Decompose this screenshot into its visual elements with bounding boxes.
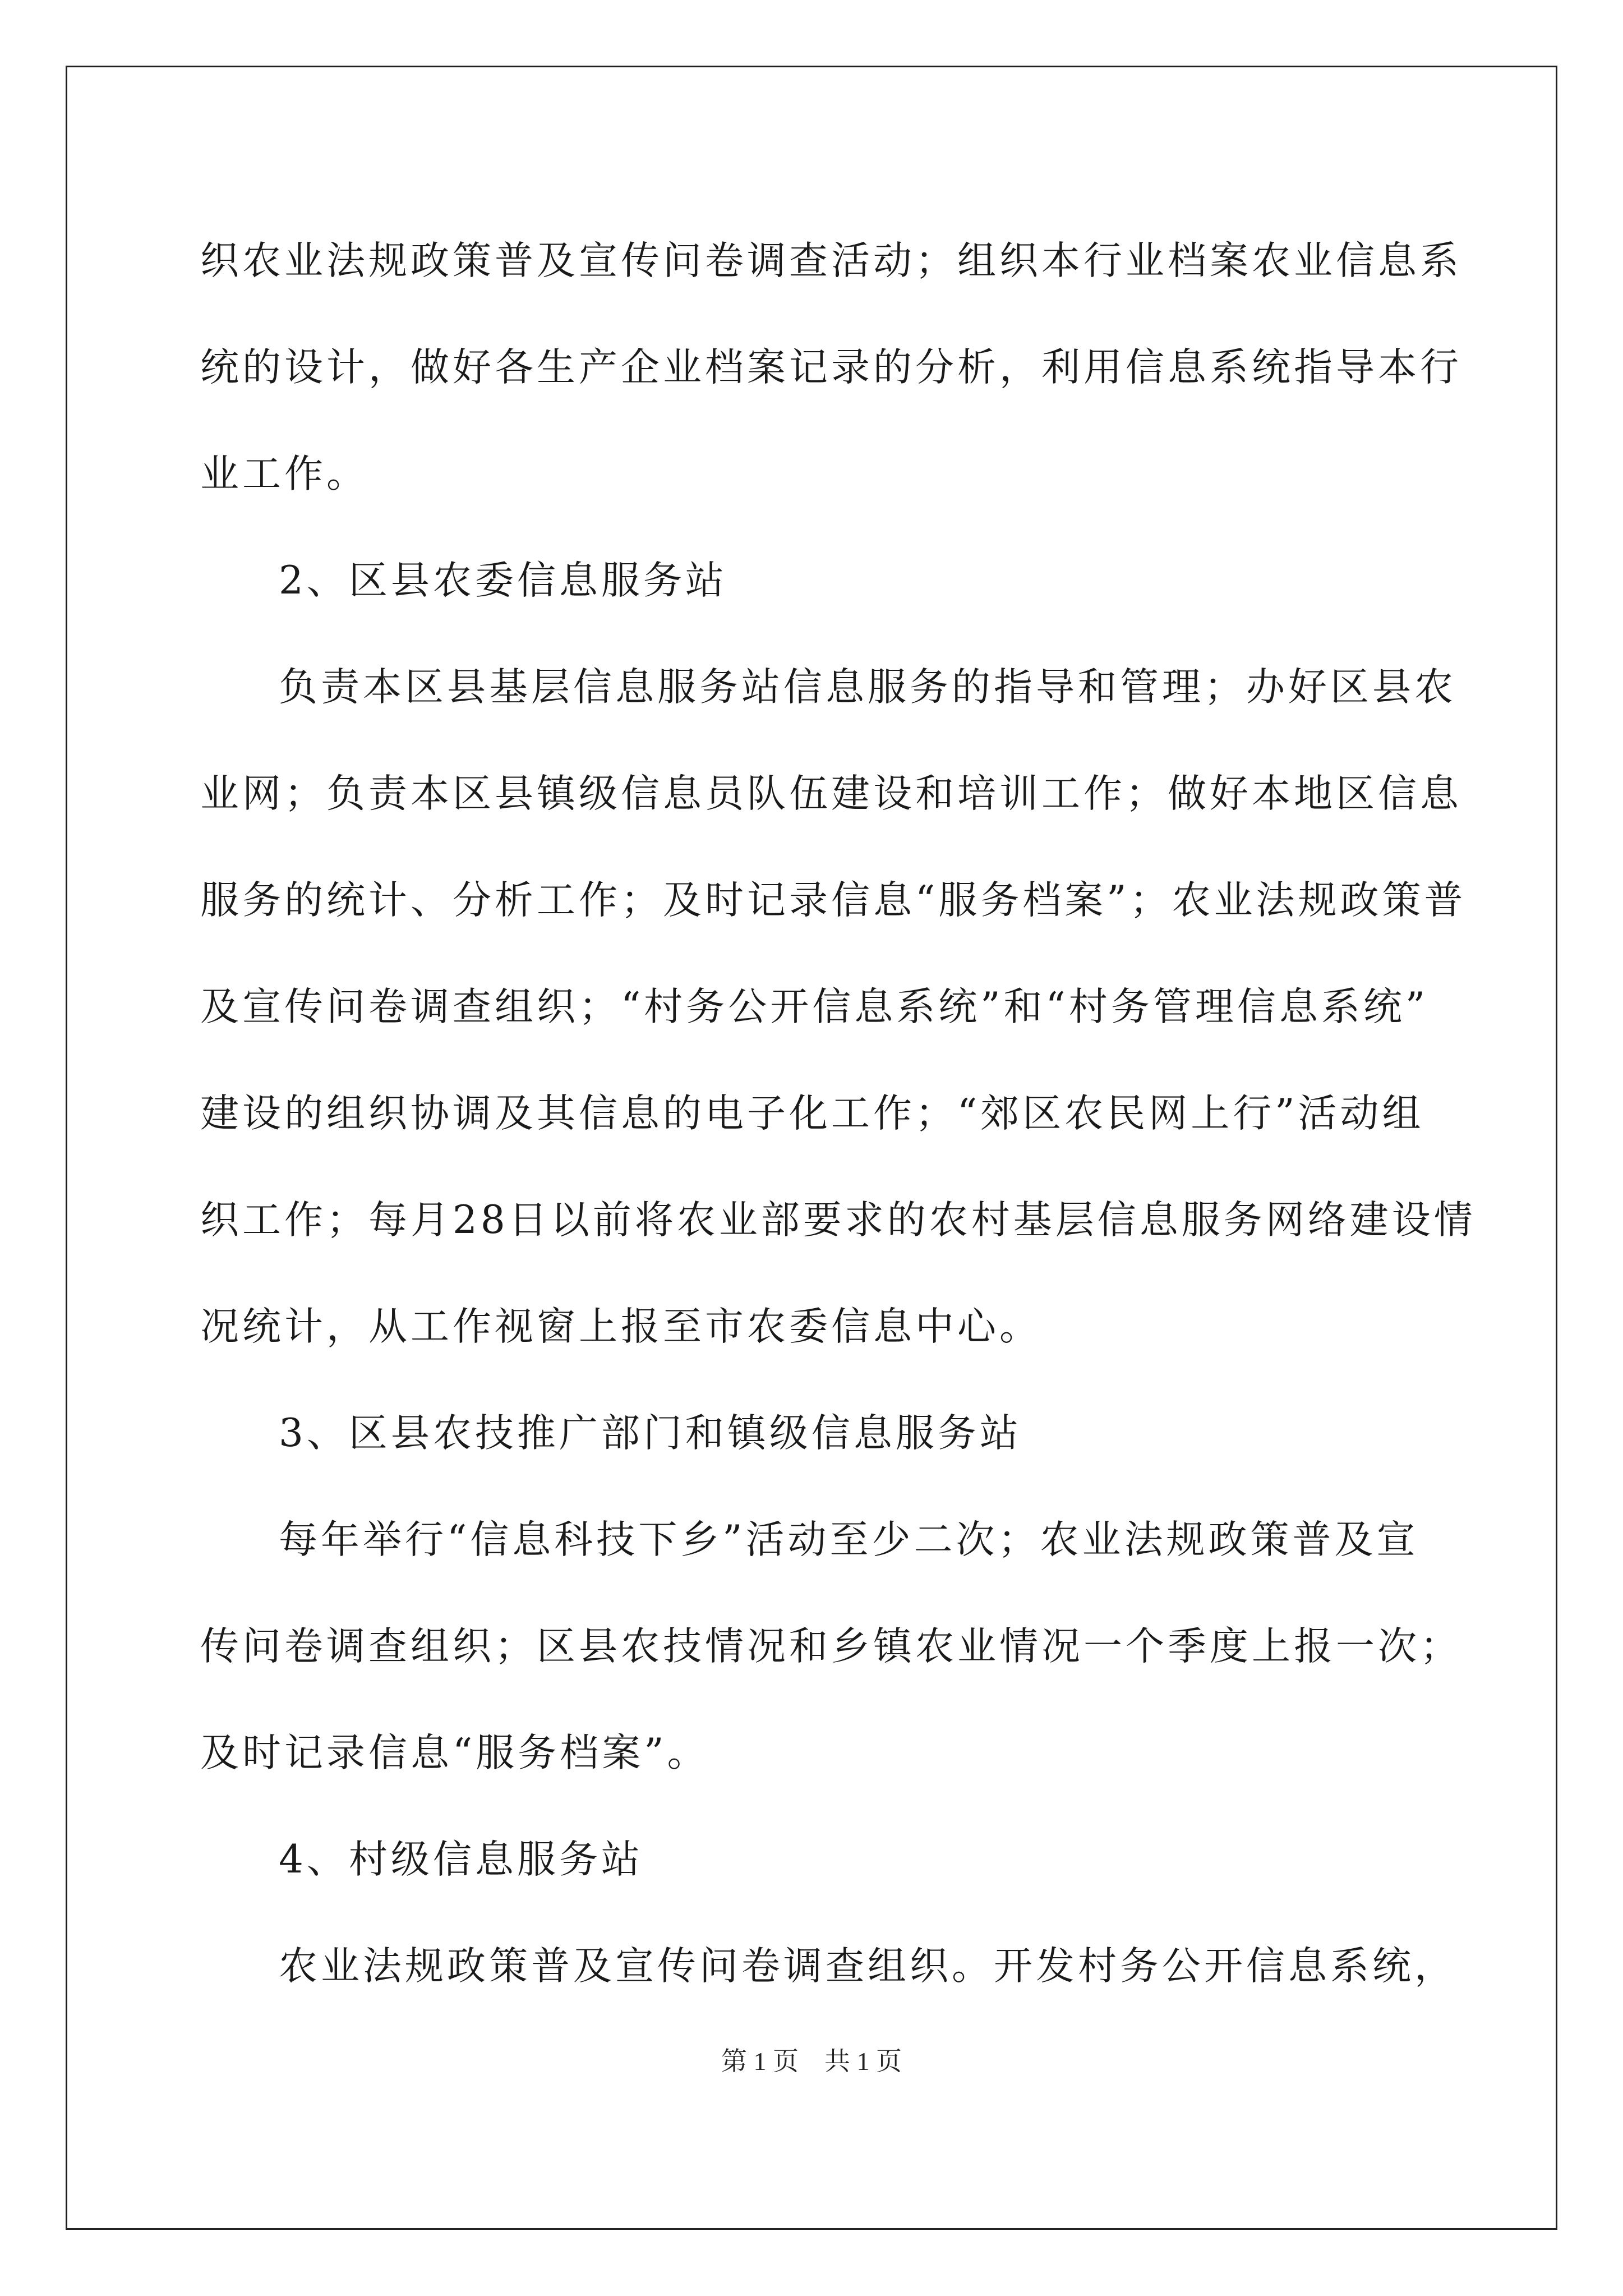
section-heading: 4、村级信息服务站 (279, 1837, 643, 1882)
body-line: 及时记录信息“服务档案”。 (200, 1731, 709, 1775)
page-total: 共 1 页 (824, 2047, 902, 2076)
body-line: 每年举行“信息科技下乡”活动至少二次；农业法规政策普及宣 (279, 1517, 1419, 1562)
section-heading: 3、区县农技推广部门和镇级信息服务站 (279, 1411, 1022, 1456)
page-footer (0, 2041, 1623, 2078)
body-line: 统的设计，做好各生产企业档案记录的分析，利用信息系统指导本行 (200, 345, 1462, 390)
body-line: 负责本区县基层信息服务站信息服务的指导和管理；办好区县农 (279, 665, 1456, 710)
page-number: 第 1 页 (721, 2047, 799, 2076)
body-line: 业工作。 (200, 452, 368, 496)
body-line: 织工作；每月28日以前将农业部要求的农村基层信息服务网络建设情 (200, 1198, 1476, 1243)
body-line: 服务的统计、分析工作；及时记录信息“服务档案”；农业法规政策普 (200, 878, 1467, 923)
document-body (200, 208, 1476, 2019)
body-line: 农业法规政策普及宣传问卷调查组织。开发村务公开信息系统， (279, 1944, 1456, 1989)
body-line: 况统计，从工作视窗上报至市农委信息中心。 (200, 1304, 1041, 1349)
body-line: 及宣传问卷调查组织；“村务公开信息系统”和“村务管理信息系统” (200, 984, 1429, 1029)
body-line: 建设的组织协调及其信息的电子化工作；“郊区农民网上行”活动组 (200, 1091, 1424, 1136)
body-line: 业网；负责本区县镇级信息员队伍建设和培训工作；做好本地区信息 (200, 771, 1462, 816)
body-line: 传问卷调查组织；区县农技情况和乡镇农业情况一个季度上报一次； (200, 1624, 1462, 1669)
body-line: 织农业法规政策普及宣传问卷调查活动；组织本行业档案农业信息系 (200, 238, 1462, 283)
section-heading: 2、区县农委信息服务站 (279, 558, 727, 603)
